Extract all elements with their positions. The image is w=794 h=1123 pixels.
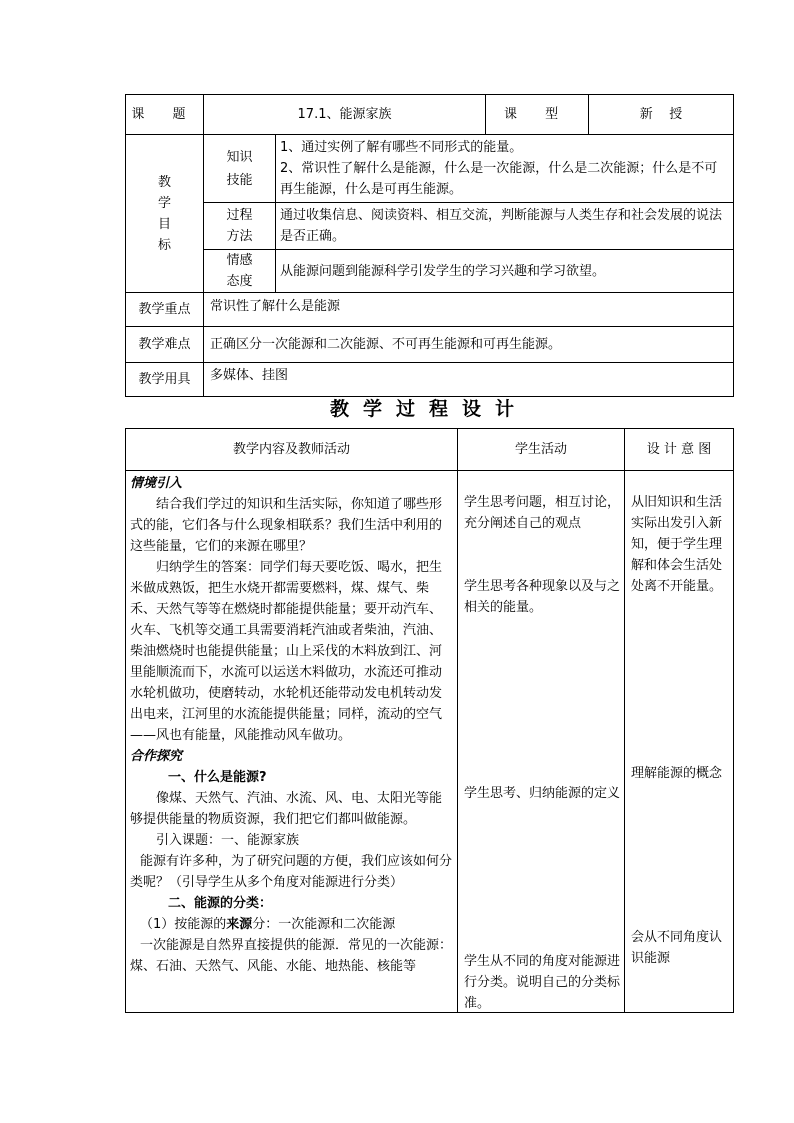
section-heading: 情境引入 [130, 476, 183, 491]
tools-label: 教学用具 [126, 363, 204, 397]
col-header-teacher: 教学内容及教师活动 [126, 429, 458, 471]
student-activity: 学生从不同的角度对能源进行分类。说明自己的分类标准。 [464, 954, 621, 1011]
col-header-design: 设 计 意 图 [625, 429, 734, 471]
design-intent: 会从不同角度认识能源 [631, 930, 723, 966]
paragraph: 像煤、天然气、汽油、水流、风、电、太阳光等能够提供能量的物质资源，我们把它们都叫做能源。 [130, 791, 443, 827]
difficulty-content: 正确区分一次能源和二次能源、不可再生能源和可再生能源。 [204, 327, 734, 363]
knowledge-label: 知识 技能 [204, 135, 276, 203]
attitude-content: 从能源问题到能源科学引发学生的学习兴趣和学习欲望。 [276, 250, 734, 293]
process-table [125, 428, 734, 1013]
design-intent: 从旧知识和生活实际出发引入新知，便于学生理解和体会生活处处离不开能量。 [631, 495, 723, 594]
sub-heading: 一、什么是能源? [168, 770, 267, 785]
student-activity-cell [458, 471, 625, 1013]
col-header-student: 学生活动 [458, 429, 625, 471]
process-label: 过程 方法 [204, 203, 276, 250]
student-activity: 学生思考问题，相互讨论，充分阐述自己的观点 [464, 495, 621, 531]
paragraph: 能源有许多种，为了研究问题的方便，我们应该如何分类呢？（引导学生从多个角度对能源进行分类） [130, 854, 453, 890]
type-value: 新 授 [589, 95, 734, 135]
design-intent: 理解能源的概念 [631, 766, 723, 781]
paragraph: （1）按能源的来源分：一次能源和二次能源 [140, 917, 396, 932]
difficulty-label: 教学难点 [126, 327, 204, 363]
process-title: 教学过程设计 [329, 398, 528, 420]
paragraph: 归纳学生的答案：同学们每天要吃饭、喝水，把生米做成熟饭，把生水烧开都需要燃料，煤、煤气、柴禾、天然气等等在燃烧时都能提供能量；要开动汽车、火车、飞机等交通工具需要消耗汽油或者柴油，汽油、柴油燃烧时也能提供能量；山上采伐的木料放到江、河里能顺流而下，水流可以运送木料做功，水流还可推动水轮机做功，使磨转动，水轮机还能带动发电机转动发出电来，江河里的水流能提供能量；同样，流动的空气——风也有能量，风能推动风车做功。 [130, 560, 443, 743]
teacher-activity-cell [126, 471, 458, 1013]
paragraph: 引入课题：一、能源家族 [156, 833, 300, 848]
topic-label: 课 题 [126, 95, 204, 135]
student-activity: 学生思考各种现象以及与之相关的能量。 [464, 579, 621, 615]
knowledge-item: 2、常识性了解什么是能源，什么是一次能源，什么是二次能源；什么是不可再生能源，什么是可再生能源。 [280, 161, 718, 197]
key-point-content: 常识性了解什么是能源 [204, 293, 734, 327]
goals-label: 教 学 目 标 [126, 135, 204, 293]
design-intent-cell [625, 471, 734, 1013]
key-point-label: 教学重点 [126, 293, 204, 327]
topic-value: 17.1、能源家族 [204, 95, 486, 135]
lesson-info-table [125, 94, 734, 397]
type-label: 课 型 [486, 95, 589, 135]
knowledge-content [276, 135, 734, 203]
section-heading: 合作探究 [130, 749, 183, 764]
paragraph: 一次能源是自然界直接提供的能源．常见的一次能源：煤、石油、天然气、风能、水能、地热能、核能等 [130, 938, 453, 974]
student-activity: 学生思考、归纳能源的定义 [464, 786, 621, 801]
tools-content: 多媒体、挂图 [204, 363, 734, 397]
paragraph: 结合我们学过的知识和生活实际，你知道了哪些形式的能，它们各与什么现象相联系？我们生活中利用的这些能量，它们的来源在哪里？ [130, 497, 443, 554]
process-content: 通过收集信息、阅读资料、相互交流，判断能源与人类生存和社会发展的说法是否正确。 [276, 203, 734, 250]
sub-heading: 二、能源的分类： [168, 896, 273, 911]
attitude-label: 情感 态度 [204, 250, 276, 293]
knowledge-item: 1、通过实例了解有哪些不同形式的能量。 [280, 140, 523, 155]
